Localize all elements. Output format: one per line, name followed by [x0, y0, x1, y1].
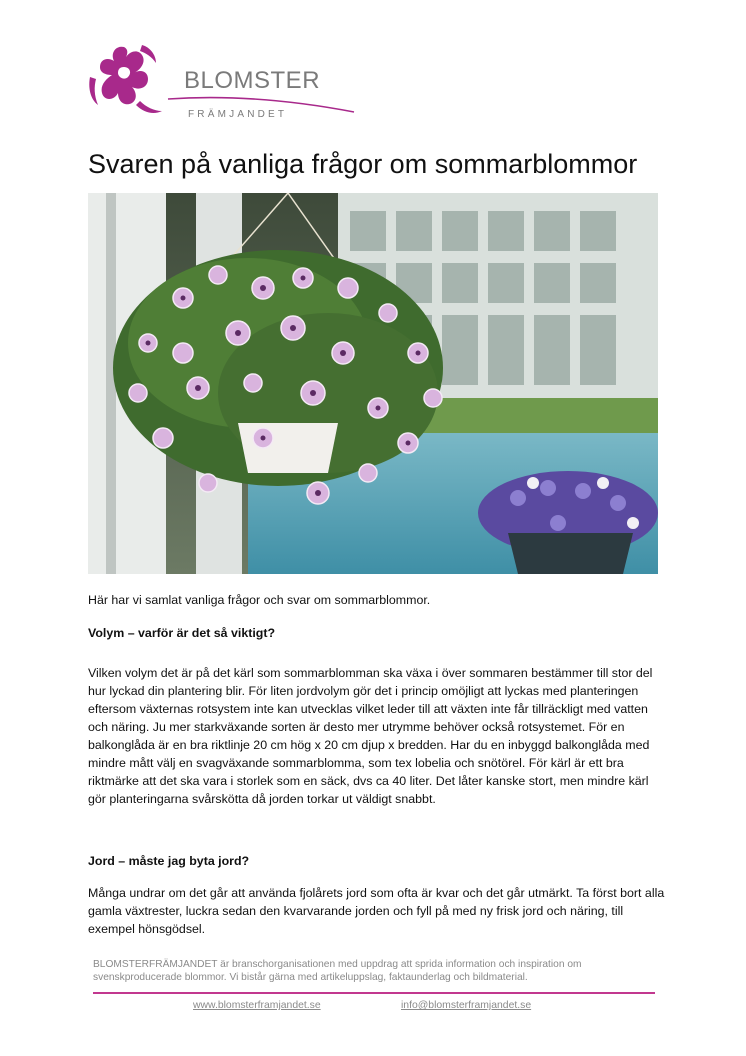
- website-link[interactable]: www.blomsterframjandet.se: [193, 1000, 321, 1011]
- footer-divider: [93, 992, 655, 994]
- hanging-basket-photo: [88, 193, 658, 574]
- intro-text: Här har vi samlat vanliga frågor och svar om sommarblommor.: [88, 593, 431, 607]
- section-heading-soil: Jord – måste jag byta jord?: [88, 854, 250, 868]
- photo-illustration: [88, 193, 658, 574]
- email-link[interactable]: info@blomsterframjandet.se: [401, 1000, 532, 1011]
- section-heading-volume: Volym – varför är det så viktigt?: [88, 626, 276, 640]
- footer-description: BLOMSTERFRÄMJANDET är branschorganisationen med uppdrag att sprida information och inspiration om svenskproducerade blommor. Vi bistår gärna med artikeluppslag, faktaunderlag och bildmaterial.: [93, 959, 582, 983]
- page-title: Svaren på vanliga frågor om sommarblommor: [88, 149, 638, 179]
- brand-name: BLOMSTER: [184, 67, 321, 94]
- brand-logo: [86, 43, 366, 123]
- section-body-soil: Många undrar om det går att använda fjolårets jord som ofta är kvar och det går utmärkt. Ta först bort alla gamla växtrester, luckra sedan den kvarvarande jorden och fyll på med ny frisk jord och näring, till exempel hönsgödsel.: [88, 886, 665, 936]
- section-body-volume: Vilken volym det är på det kärl som sommarblomman ska växa i över sommaren bestämmer till stor del hur lyckad din plantering blir. För liten jordvolym gör det i princip omöjligt att lyckas med planteringen eftersom växternas rotsystem inte kan utvecklas vilket leder till att växten inte får tillräckligt med vatten och näring. Ju mer starkväxande sorten är desto mer utrymme behöver också rotsystemet. För en balkonglåda är en bra riktlinje 20 cm hög x 20 cm djup x bredden. Har du en inbyggd balkonglåda med mindre mått välj en svagväxande sommarblomma, som tex lobelia och snötörel. För kärl är ett bra riktmärke att det ska vara i storlek som en säck, dvs ca 40 liter. Det låter kanske stort, men mindre kärl gör planteringarna svårskötta då jorden torkar ut väldigt snabbt.: [88, 666, 653, 806]
- brand-subtitle: FRÄMJANDET: [188, 109, 288, 120]
